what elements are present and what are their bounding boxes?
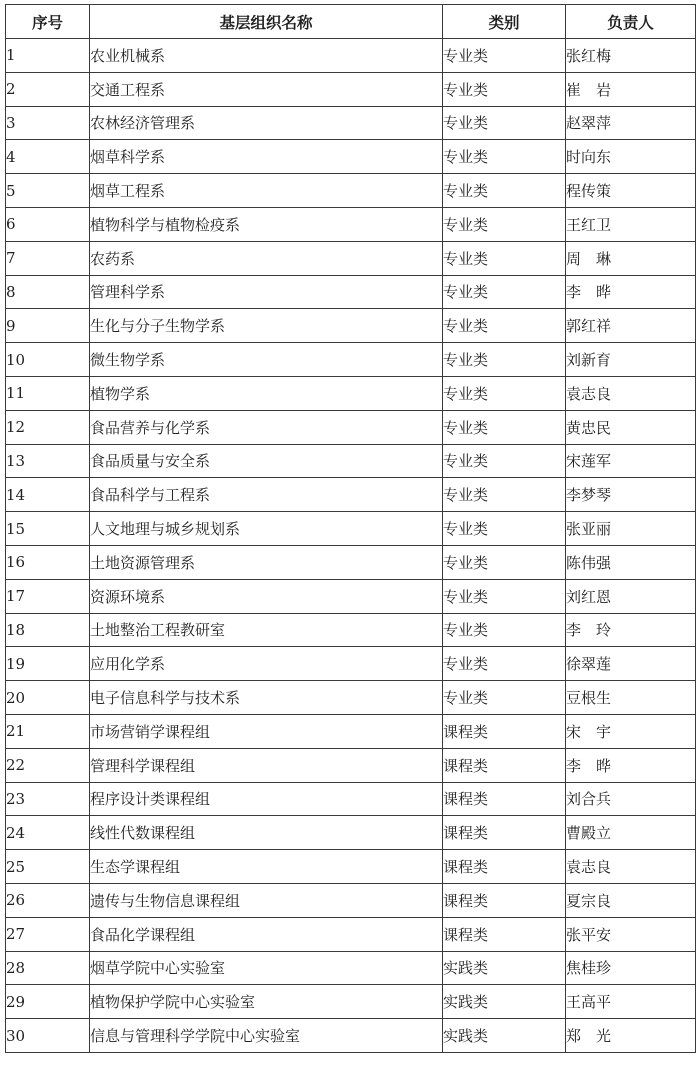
cell-serial-number: 14 — [6, 478, 90, 512]
cell-serial-number: 21 — [6, 714, 90, 748]
cell-category: 专业类 — [443, 579, 566, 613]
table-row — [6, 917, 696, 951]
cell-category: 课程类 — [443, 816, 566, 850]
cell-person-in-charge: 刘新育 — [566, 343, 696, 377]
cell-category: 专业类 — [443, 410, 566, 444]
cell-person-in-charge: 郑 光 — [566, 1019, 696, 1053]
header-person-in-charge: 负责人 — [566, 5, 696, 39]
cell-organization-name: 程序设计类课程组 — [90, 782, 443, 816]
table-row — [6, 72, 696, 106]
cell-organization-name: 烟草学院中心实验室 — [90, 951, 443, 985]
table-row — [6, 985, 696, 1019]
cell-serial-number: 4 — [6, 140, 90, 174]
cell-serial-number: 10 — [6, 343, 90, 377]
cell-category: 课程类 — [443, 883, 566, 917]
cell-category: 专业类 — [443, 106, 566, 140]
cell-serial-number: 13 — [6, 444, 90, 478]
cell-category: 专业类 — [443, 140, 566, 174]
cell-category: 课程类 — [443, 714, 566, 748]
table-header — [6, 5, 696, 39]
cell-person-in-charge: 张平安 — [566, 917, 696, 951]
cell-category: 专业类 — [443, 309, 566, 343]
table-row — [6, 647, 696, 681]
cell-person-in-charge: 宋 宇 — [566, 714, 696, 748]
cell-category: 专业类 — [443, 613, 566, 647]
cell-person-in-charge: 李梦琴 — [566, 478, 696, 512]
cell-serial-number: 18 — [6, 613, 90, 647]
cell-serial-number: 19 — [6, 647, 90, 681]
cell-person-in-charge: 陈伟强 — [566, 545, 696, 579]
cell-serial-number: 12 — [6, 410, 90, 444]
cell-person-in-charge: 徐翠莲 — [566, 647, 696, 681]
cell-person-in-charge: 刘红恩 — [566, 579, 696, 613]
cell-category: 课程类 — [443, 782, 566, 816]
cell-organization-name: 植物保护学院中心实验室 — [90, 985, 443, 1019]
cell-organization-name: 应用化学系 — [90, 647, 443, 681]
cell-person-in-charge: 程传策 — [566, 174, 696, 208]
cell-category: 专业类 — [443, 376, 566, 410]
cell-category: 专业类 — [443, 647, 566, 681]
cell-serial-number: 3 — [6, 106, 90, 140]
table-row — [6, 951, 696, 985]
cell-person-in-charge: 王高平 — [566, 985, 696, 1019]
cell-organization-name: 人文地理与城乡规划系 — [90, 512, 443, 546]
cell-organization-name: 农业机械系 — [90, 39, 443, 73]
cell-person-in-charge: 黄忠民 — [566, 410, 696, 444]
cell-person-in-charge: 李 晔 — [566, 275, 696, 309]
cell-person-in-charge: 崔 岩 — [566, 72, 696, 106]
cell-organization-name: 生化与分子生物学系 — [90, 309, 443, 343]
cell-serial-number: 9 — [6, 309, 90, 343]
table-row — [6, 782, 696, 816]
cell-category: 专业类 — [443, 275, 566, 309]
cell-person-in-charge: 赵翠萍 — [566, 106, 696, 140]
cell-person-in-charge: 夏宗良 — [566, 883, 696, 917]
cell-category: 专业类 — [443, 174, 566, 208]
cell-serial-number: 15 — [6, 512, 90, 546]
cell-organization-name: 农林经济管理系 — [90, 106, 443, 140]
table-row — [6, 478, 696, 512]
table-row — [6, 309, 696, 343]
table-row — [6, 850, 696, 884]
cell-serial-number: 17 — [6, 579, 90, 613]
table-row — [6, 207, 696, 241]
cell-organization-name: 管理科学课程组 — [90, 748, 443, 782]
table-row — [6, 1019, 696, 1053]
cell-category: 专业类 — [443, 512, 566, 546]
table-row — [6, 512, 696, 546]
table-row — [6, 343, 696, 377]
cell-organization-name: 农药系 — [90, 241, 443, 275]
cell-category: 课程类 — [443, 850, 566, 884]
header-row — [6, 5, 696, 39]
cell-person-in-charge: 曹殿立 — [566, 816, 696, 850]
cell-serial-number: 23 — [6, 782, 90, 816]
cell-person-in-charge: 焦桂珍 — [566, 951, 696, 985]
cell-organization-name: 电子信息科学与技术系 — [90, 681, 443, 715]
cell-category: 专业类 — [443, 444, 566, 478]
cell-person-in-charge: 周 琳 — [566, 241, 696, 275]
cell-organization-name: 管理科学系 — [90, 275, 443, 309]
cell-organization-name: 资源环境系 — [90, 579, 443, 613]
cell-serial-number: 25 — [6, 850, 90, 884]
cell-organization-name: 土地资源管理系 — [90, 545, 443, 579]
cell-category: 专业类 — [443, 72, 566, 106]
cell-person-in-charge: 张亚丽 — [566, 512, 696, 546]
cell-organization-name: 交通工程系 — [90, 72, 443, 106]
cell-person-in-charge: 郭红祥 — [566, 309, 696, 343]
cell-organization-name: 生态学课程组 — [90, 850, 443, 884]
cell-serial-number: 28 — [6, 951, 90, 985]
cell-category: 专业类 — [443, 207, 566, 241]
cell-organization-name: 食品科学与工程系 — [90, 478, 443, 512]
cell-serial-number: 20 — [6, 681, 90, 715]
table-row — [6, 174, 696, 208]
header-category: 类别 — [443, 5, 566, 39]
cell-category: 专业类 — [443, 39, 566, 73]
cell-organization-name: 土地整治工程教研室 — [90, 613, 443, 647]
cell-person-in-charge: 宋莲军 — [566, 444, 696, 478]
table-row — [6, 444, 696, 478]
table-row — [6, 714, 696, 748]
cell-serial-number: 30 — [6, 1019, 90, 1053]
cell-serial-number: 5 — [6, 174, 90, 208]
cell-organization-name: 烟草科学系 — [90, 140, 443, 174]
cell-organization-name: 线性代数课程组 — [90, 816, 443, 850]
cell-person-in-charge: 王红卫 — [566, 207, 696, 241]
table-row — [6, 241, 696, 275]
table-row — [6, 681, 696, 715]
cell-organization-name: 食品质量与安全系 — [90, 444, 443, 478]
cell-organization-name: 植物科学与植物检疫系 — [90, 207, 443, 241]
cell-organization-name: 烟草工程系 — [90, 174, 443, 208]
cell-person-in-charge: 豆根生 — [566, 681, 696, 715]
table-row — [6, 816, 696, 850]
cell-serial-number: 16 — [6, 545, 90, 579]
cell-serial-number: 24 — [6, 816, 90, 850]
cell-serial-number: 8 — [6, 275, 90, 309]
cell-person-in-charge: 袁志良 — [566, 376, 696, 410]
cell-category: 实践类 — [443, 985, 566, 1019]
cell-category: 实践类 — [443, 1019, 566, 1053]
cell-organization-name: 食品化学课程组 — [90, 917, 443, 951]
table-row — [6, 39, 696, 73]
organization-table — [5, 4, 696, 1053]
table-row — [6, 748, 696, 782]
cell-organization-name: 微生物学系 — [90, 343, 443, 377]
cell-category: 课程类 — [443, 748, 566, 782]
cell-category: 专业类 — [443, 343, 566, 377]
cell-serial-number: 26 — [6, 883, 90, 917]
cell-person-in-charge: 张红梅 — [566, 39, 696, 73]
cell-serial-number: 2 — [6, 72, 90, 106]
cell-category: 专业类 — [443, 478, 566, 512]
cell-person-in-charge: 刘合兵 — [566, 782, 696, 816]
cell-category: 专业类 — [443, 681, 566, 715]
cell-organization-name: 植物学系 — [90, 376, 443, 410]
table-row — [6, 545, 696, 579]
cell-person-in-charge: 袁志良 — [566, 850, 696, 884]
cell-category: 实践类 — [443, 951, 566, 985]
table-row — [6, 579, 696, 613]
table-row — [6, 140, 696, 174]
cell-category: 专业类 — [443, 545, 566, 579]
table-body — [6, 39, 696, 1053]
cell-serial-number: 29 — [6, 985, 90, 1019]
cell-category: 课程类 — [443, 917, 566, 951]
cell-serial-number: 27 — [6, 917, 90, 951]
cell-serial-number: 6 — [6, 207, 90, 241]
table-row — [6, 106, 696, 140]
cell-person-in-charge: 李 玲 — [566, 613, 696, 647]
cell-serial-number: 11 — [6, 376, 90, 410]
header-serial-number: 序号 — [6, 5, 90, 39]
header-organization-name: 基层组织名称 — [90, 5, 443, 39]
table-row — [6, 410, 696, 444]
cell-serial-number: 7 — [6, 241, 90, 275]
cell-organization-name: 食品营养与化学系 — [90, 410, 443, 444]
cell-category: 专业类 — [443, 241, 566, 275]
cell-organization-name: 市场营销学课程组 — [90, 714, 443, 748]
cell-person-in-charge: 李 晔 — [566, 748, 696, 782]
cell-serial-number: 22 — [6, 748, 90, 782]
table-row — [6, 376, 696, 410]
cell-serial-number: 1 — [6, 39, 90, 73]
table-row — [6, 275, 696, 309]
table-row — [6, 613, 696, 647]
table-row — [6, 883, 696, 917]
cell-organization-name: 信息与管理科学学院中心实验室 — [90, 1019, 443, 1053]
cell-person-in-charge: 时向东 — [566, 140, 696, 174]
cell-organization-name: 遗传与生物信息课程组 — [90, 883, 443, 917]
